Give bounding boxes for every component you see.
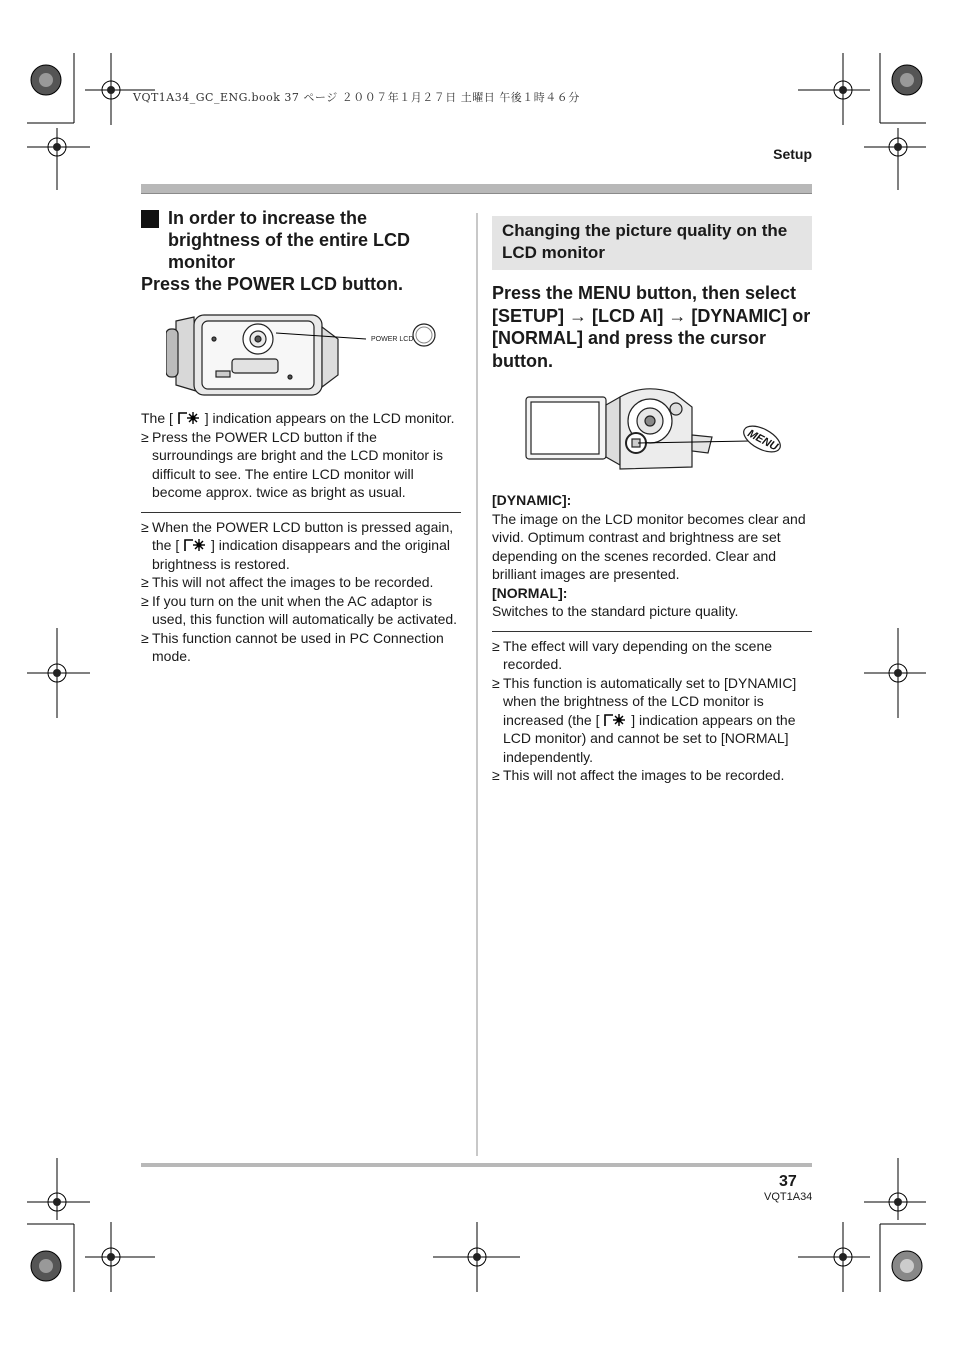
lcd-brightness-icon bbox=[183, 538, 207, 552]
instruction-left: Press the POWER LCD button. bbox=[141, 274, 404, 294]
page-number: 37 bbox=[779, 1173, 797, 1190]
section-heading-right: Changing the picture quality on the LCD monitor bbox=[492, 216, 812, 270]
lcd-brightness-icon bbox=[603, 713, 627, 727]
print-header: VQT1A34_GC_ENG.book 37 ページ ２００７年１月２７日 土曜日 午後１時４６分 bbox=[133, 91, 580, 104]
section-label: Setup bbox=[773, 146, 812, 162]
normal-description: Switches to the standard picture quality. bbox=[492, 603, 739, 619]
right-column bbox=[492, 216, 812, 785]
divider bbox=[141, 512, 461, 513]
normal-term: [NORMAL]: bbox=[492, 584, 568, 601]
list-item: ≥ This function cannot be used in PC Connection mode. bbox=[141, 629, 444, 664]
dynamic-term: [DYNAMIC]: bbox=[492, 492, 572, 508]
list-item: ≥ Press the POWER LCD button if the surroundings are bright and the LCD monitor is difficult to see. The entire LCD monitor will become approx. twice as bright as usual. bbox=[141, 428, 444, 500]
lcd-indication-text: The [ ] indication appears on the LCD monitor. bbox=[141, 410, 455, 426]
top-rule bbox=[141, 184, 812, 193]
heading-square-icon bbox=[141, 210, 159, 228]
power-lcd-label: POWER LCD bbox=[371, 336, 414, 343]
left-column bbox=[141, 207, 461, 666]
dynamic-description: The image on the LCD monitor becomes clear and vivid. Optimum contrast and brightness are set depending on the scenes recorded. Clear and brilliant images are presented. bbox=[492, 510, 806, 582]
heading-text: In order to increase the brightness of the entire LCD monitor bbox=[168, 208, 411, 272]
top-rule-line bbox=[141, 193, 812, 194]
bottom-rule bbox=[141, 1163, 812, 1167]
list-item: ≥ The effect will vary depending on the scene recorded. bbox=[492, 637, 773, 672]
list-item: ≥ This will not affect the images to be recorded. bbox=[141, 574, 434, 590]
instruction-right: Press the MENU button, then select [SETUP] → [LCD AI] → [DYNAMIC] or [NORMAL] and press the cursor button. bbox=[492, 283, 811, 371]
camcorder-power-lcd-illustration bbox=[166, 309, 466, 401]
list-item: ≥ This will not affect the images to be recorded. bbox=[492, 767, 785, 783]
column-divider bbox=[476, 213, 478, 1156]
camcorder-menu-illustration bbox=[524, 387, 814, 477]
menu-button-label: MENU bbox=[745, 427, 780, 454]
divider bbox=[492, 631, 812, 632]
model-code: VQT1A34 bbox=[764, 1191, 813, 1203]
section-heading-left bbox=[141, 207, 461, 273]
list-item: ≥ This function is automatically set to [DYNAMIC] when the brightness of the LCD monitor is increased (the [ ] indication appears on the LCD monitor) and cannot be set to [NORMAL] independently. bbox=[492, 674, 797, 765]
lcd-brightness-icon bbox=[177, 411, 201, 425]
list-item: ≥ When the POWER LCD button is pressed again, the [ ] indication disappears and the original brightness is restored. bbox=[141, 518, 454, 572]
list-item: ≥ If you turn on the unit when the AC adaptor is used, this function will automatically be activated. bbox=[141, 592, 458, 627]
